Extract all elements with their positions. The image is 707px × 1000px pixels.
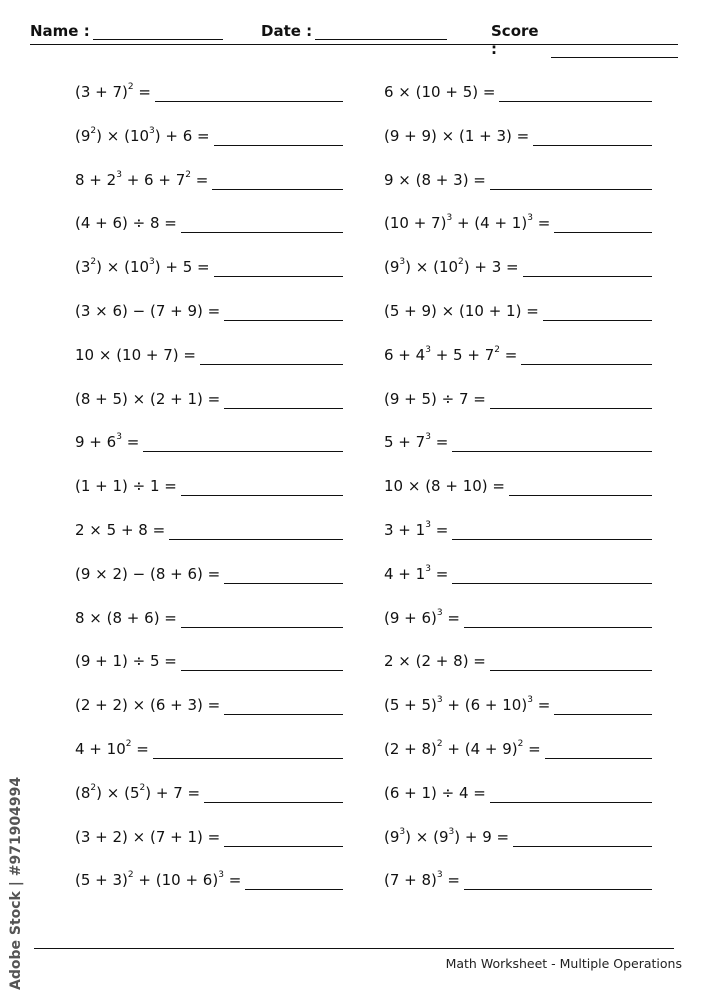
problem-expression: 2 × (2 + 8) = (384, 652, 486, 671)
answer-blank[interactable] (509, 470, 652, 496)
problem-expression: 6 × (10 + 5) = (384, 83, 496, 101)
problem-expression: $(9^3) \times (10^2) + 3$ = (384, 257, 519, 277)
problem-expression: $(5 + 5)^3 + (6 + 10)^3$ = (384, 695, 551, 715)
problem-expression: $(9^3) \times (9^3) + 9$ = (384, 826, 510, 846)
answer-blank[interactable] (543, 295, 652, 321)
answer-blank[interactable] (224, 558, 343, 584)
answer-blank[interactable] (523, 251, 652, 277)
problem-expression: (1 + 1) ÷ 1 = (75, 477, 177, 496)
answer-blank[interactable] (452, 426, 652, 452)
answer-blank[interactable] (224, 821, 343, 847)
problem-expression: $(3^2) \times (10^3) + 5$ = (75, 257, 210, 277)
problem-expression: (3 × 6) − (7 + 9) = (75, 301, 221, 320)
problem-row (75, 207, 343, 251)
footer-title: Math Worksheet - Multiple Operations (445, 956, 682, 971)
problem-row (75, 864, 343, 908)
problem-row (384, 689, 652, 733)
answer-blank[interactable] (214, 120, 343, 146)
answer-blank[interactable] (212, 164, 343, 190)
problem-expression: $(10 + 7)^3 + (4 + 1)^3$ = (384, 213, 551, 233)
answer-blank[interactable] (245, 864, 343, 890)
answer-blank[interactable] (224, 689, 343, 715)
problem-row (75, 426, 343, 470)
answer-blank[interactable] (464, 602, 652, 628)
problem-expression: (9 + 5) ÷ 7 = (384, 389, 486, 408)
problem-expression: 8 × (8 + 6) = (75, 608, 177, 627)
problem-row (384, 821, 652, 865)
problem-expression: (9 + 1) ÷ 5 = (75, 652, 177, 671)
answer-blank[interactable] (490, 164, 652, 190)
problem-row (384, 76, 652, 120)
problem-row (384, 383, 652, 427)
answer-blank[interactable] (224, 383, 343, 409)
answer-blank[interactable] (452, 558, 652, 584)
problem-expression: 10 × (8 + 10) = (384, 477, 505, 496)
name-field[interactable] (30, 22, 223, 40)
problem-row (75, 602, 343, 646)
answer-blank[interactable] (224, 295, 343, 321)
answer-blank[interactable] (204, 777, 343, 803)
answer-blank[interactable] (452, 514, 652, 540)
answer-blank[interactable] (490, 645, 652, 671)
problem-expression: $(9 + 6)^3$ = (384, 607, 460, 627)
answer-blank[interactable] (521, 339, 652, 365)
problem-row (384, 645, 652, 689)
problem-expression: (9 + 9) × (1 + 3) = (384, 126, 530, 145)
problem-row (75, 383, 343, 427)
problem-column-right (384, 76, 652, 908)
date-blank[interactable] (315, 25, 447, 40)
problem-row (75, 251, 343, 295)
answer-blank[interactable] (169, 514, 343, 540)
problem-expression: $5 + 7^3$ = (384, 432, 449, 452)
answer-blank[interactable] (181, 470, 343, 496)
answer-blank[interactable] (490, 383, 652, 409)
problem-expression: $(2 + 8)^2 + (4 + 9)^2$ = (384, 738, 541, 758)
answer-blank[interactable] (533, 120, 652, 146)
answer-blank[interactable] (153, 733, 343, 759)
name-label: Name : (30, 22, 90, 40)
problem-row (75, 339, 343, 383)
problem-expression: $8 + 2^3 + 6 + 7^2$ = (75, 169, 209, 189)
answer-blank[interactable] (464, 864, 652, 890)
problem-row (384, 251, 652, 295)
problem-row (384, 558, 652, 602)
answer-blank[interactable] (490, 777, 652, 803)
name-blank[interactable] (93, 25, 223, 40)
answer-blank[interactable] (499, 76, 652, 102)
problem-expression: 2 × 5 + 8 = (75, 520, 166, 539)
problem-expression: $6 + 4^3 + 5 + 7^2$ = (384, 344, 518, 364)
answer-blank[interactable] (554, 689, 652, 715)
problem-expression: (5 + 9) × (10 + 1) = (384, 301, 539, 320)
problem-row (384, 470, 652, 514)
problem-expression: (8 + 5) × (2 + 1) = (75, 389, 221, 408)
problem-row (75, 295, 343, 339)
footer-divider (34, 948, 674, 949)
problem-row (75, 689, 343, 733)
score-label: Score : (491, 22, 539, 58)
problem-expression: 9 × (8 + 3) = (384, 170, 486, 189)
problem-expression: $(3 + 7)^2$ = (75, 82, 151, 101)
problem-row (384, 295, 652, 339)
problem-row (384, 777, 652, 821)
answer-blank[interactable] (143, 426, 343, 452)
answer-blank[interactable] (513, 821, 652, 847)
problem-expression: (6 + 1) ÷ 4 = (384, 783, 486, 802)
problem-row (75, 777, 343, 821)
problem-row (384, 602, 652, 646)
problem-expression: $(8^2) \times (5^2) + 7$ = (75, 782, 201, 802)
answer-blank[interactable] (155, 76, 343, 102)
score-blank[interactable] (551, 43, 678, 58)
problem-row (75, 76, 343, 120)
answer-blank[interactable] (181, 602, 343, 628)
answer-blank[interactable] (554, 207, 652, 233)
problem-expression: $(7 + 8)^3$ = (384, 870, 460, 890)
problem-row (384, 164, 652, 208)
problem-row (384, 426, 652, 470)
problem-row (384, 120, 652, 164)
problem-row (384, 207, 652, 251)
problem-column-left (75, 76, 343, 908)
problem-row (75, 514, 343, 558)
problem-row (75, 821, 343, 865)
score-field[interactable] (491, 22, 678, 58)
problem-expression: $4 + 1^3$ = (384, 563, 449, 583)
problem-expression: 10 × (10 + 7) = (75, 345, 196, 364)
answer-blank[interactable] (545, 733, 652, 759)
answer-blank[interactable] (200, 339, 343, 365)
worksheet-header (30, 20, 678, 58)
problem-row (384, 733, 652, 777)
problem-row (75, 733, 343, 777)
problem-expression: (9 × 2) − (8 + 6) = (75, 564, 221, 583)
date-label: Date : (261, 22, 313, 40)
problem-row (384, 514, 652, 558)
problem-row (75, 120, 343, 164)
answer-blank[interactable] (214, 251, 343, 277)
answer-blank[interactable] (181, 207, 343, 233)
problem-row (384, 339, 652, 383)
problem-expression: (4 + 6) ÷ 8 = (75, 214, 177, 233)
answer-blank[interactable] (181, 645, 343, 671)
stock-watermark-id: Adobe Stock | #971904994 (8, 776, 24, 990)
problem-expression: (2 + 2) × (6 + 3) = (75, 696, 221, 715)
problem-expression: $(9^2) \times (10^3) + 6$ = (75, 125, 210, 145)
problem-expression: $(5 + 3)^2 + (10 + 6)^3$ = (75, 870, 242, 890)
problem-expression: (3 + 2) × (7 + 1) = (75, 827, 221, 846)
problem-expression: $4 + 10^2$ = (75, 738, 149, 758)
problem-expression: $9 + 6^3$ = (75, 432, 140, 452)
problem-row (384, 864, 652, 908)
problem-row (75, 558, 343, 602)
date-field[interactable] (261, 22, 447, 40)
problem-row (75, 645, 343, 689)
problem-row (75, 164, 343, 208)
problem-expression: $3 + 1^3$ = (384, 519, 449, 539)
problem-row (75, 470, 343, 514)
